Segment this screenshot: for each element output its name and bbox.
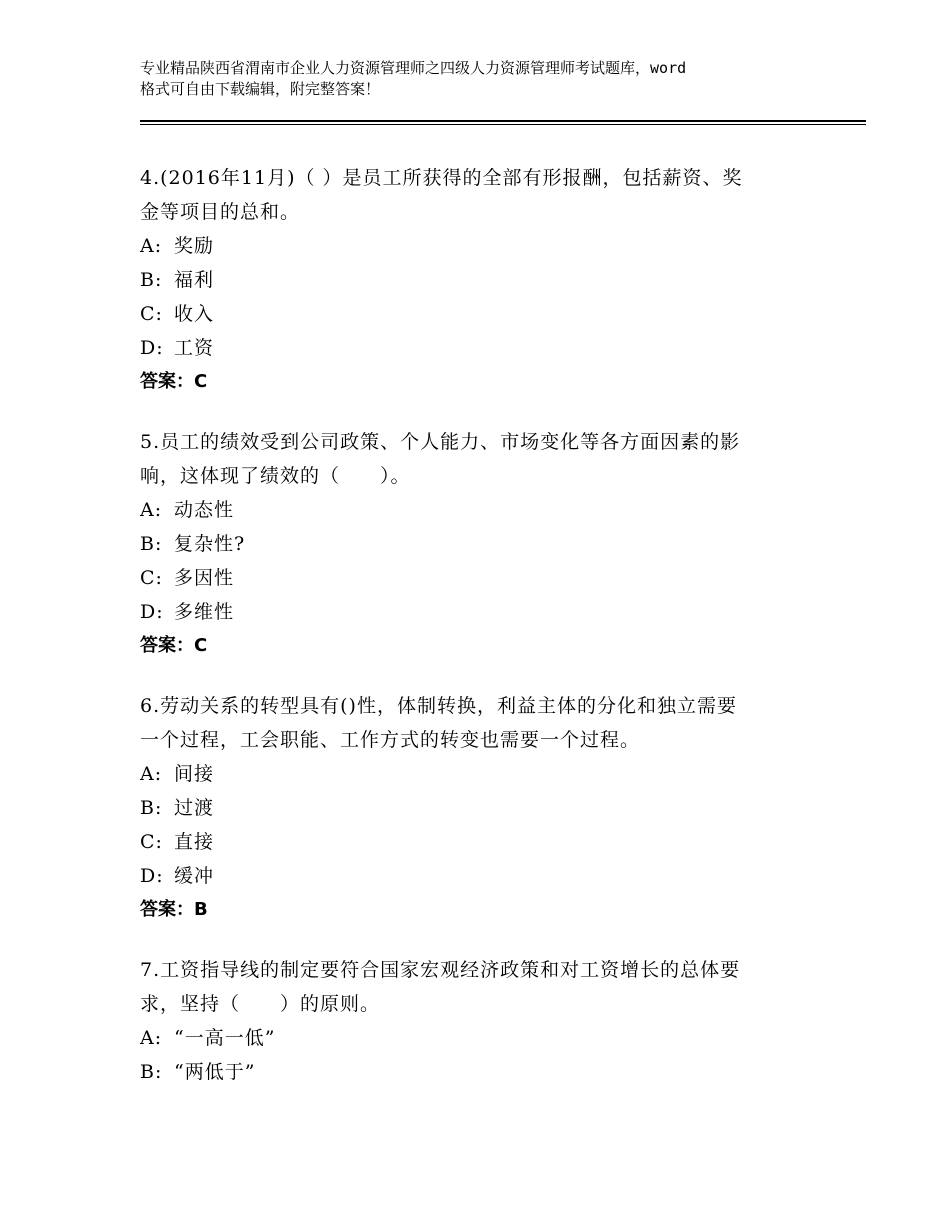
option-letter: B: <box>140 269 163 291</box>
header-divider-thin <box>140 124 866 125</box>
option-letter: C: <box>140 303 163 325</box>
option-a <box>140 229 820 263</box>
option-a <box>140 757 820 791</box>
question-list <box>140 161 820 1115</box>
answer-line: 答案：C <box>140 635 208 656</box>
option-text: 直接 <box>174 831 215 853</box>
header-line-1: 专业精品陕西省渭南市企业人力资源管理师之四级人力资源管理师考试题库，word <box>140 59 687 77</box>
option-letter: D: <box>140 865 164 887</box>
stem-line: 4.(2016年11月)（ ）是员工所获得的全部有形报酬，包括薪资、奖 <box>140 167 743 189</box>
stem-line: 7.工资指导线的制定要符合国家宏观经济政策和对工资增长的总体要 <box>140 959 741 981</box>
option-letter: B: <box>140 533 163 555</box>
header-divider-thick <box>140 120 866 122</box>
option-letter: C: <box>140 831 163 853</box>
option-text: 动态性 <box>174 499 235 521</box>
option-b <box>140 1055 820 1089</box>
document-header <box>140 58 840 100</box>
option-text: 收入 <box>174 303 215 325</box>
option-d <box>140 859 820 893</box>
option-text: 工资 <box>174 337 215 359</box>
question-6 <box>140 689 820 927</box>
option-c <box>140 297 820 331</box>
question-7 <box>140 953 820 1089</box>
option-d <box>140 595 820 629</box>
option-text: 奖励 <box>174 235 215 257</box>
stem-line: 金等项目的总和。 <box>140 201 301 223</box>
option-text: “一高一低” <box>174 1027 276 1049</box>
header-line-2: 格式可自由下载编辑，附完整答案！ <box>140 80 381 98</box>
question-stem <box>140 161 820 229</box>
option-a <box>140 1021 820 1055</box>
option-letter: D: <box>140 337 164 359</box>
option-text: 复杂性? <box>174 533 246 555</box>
option-d <box>140 331 820 365</box>
stem-line: 响，这体现了绩效的（ ）。 <box>140 465 411 487</box>
option-letter: B: <box>140 797 163 819</box>
stem-line: 6.劳动关系的转型具有()性，体制转换，利益主体的分化和独立需要 <box>140 695 737 717</box>
option-b <box>140 527 820 561</box>
option-text: 多因性 <box>174 567 235 589</box>
question-5 <box>140 425 820 663</box>
option-letter: D: <box>140 601 164 623</box>
option-c <box>140 825 820 859</box>
option-b <box>140 791 820 825</box>
stem-line: 5.员工的绩效受到公司政策、个人能力、市场变化等各方面因素的影 <box>140 431 741 453</box>
option-letter: A: <box>140 235 163 257</box>
option-c <box>140 561 820 595</box>
stem-line: 一个过程，工会职能、工作方式的转变也需要一个过程。 <box>140 729 641 751</box>
answer-line: 答案：C <box>140 371 208 392</box>
question-stem <box>140 953 820 1021</box>
question-4 <box>140 161 820 399</box>
question-stem <box>140 689 820 757</box>
stem-line: 求，坚持（ ）的原则。 <box>140 993 381 1015</box>
option-letter: B: <box>140 1061 163 1083</box>
option-text: 间接 <box>174 763 215 785</box>
option-text: “两低于” <box>174 1061 256 1083</box>
option-a <box>140 493 820 527</box>
question-stem <box>140 425 820 493</box>
option-letter: A: <box>140 1027 163 1049</box>
option-letter: A: <box>140 499 163 521</box>
option-text: 过渡 <box>174 797 215 819</box>
option-text: 多维性 <box>174 601 235 623</box>
option-text: 福利 <box>174 269 215 291</box>
option-text: 缓冲 <box>174 865 215 887</box>
option-letter: A: <box>140 763 163 785</box>
answer-line: 答案：B <box>140 899 208 920</box>
option-b <box>140 263 820 297</box>
option-letter: C: <box>140 567 163 589</box>
